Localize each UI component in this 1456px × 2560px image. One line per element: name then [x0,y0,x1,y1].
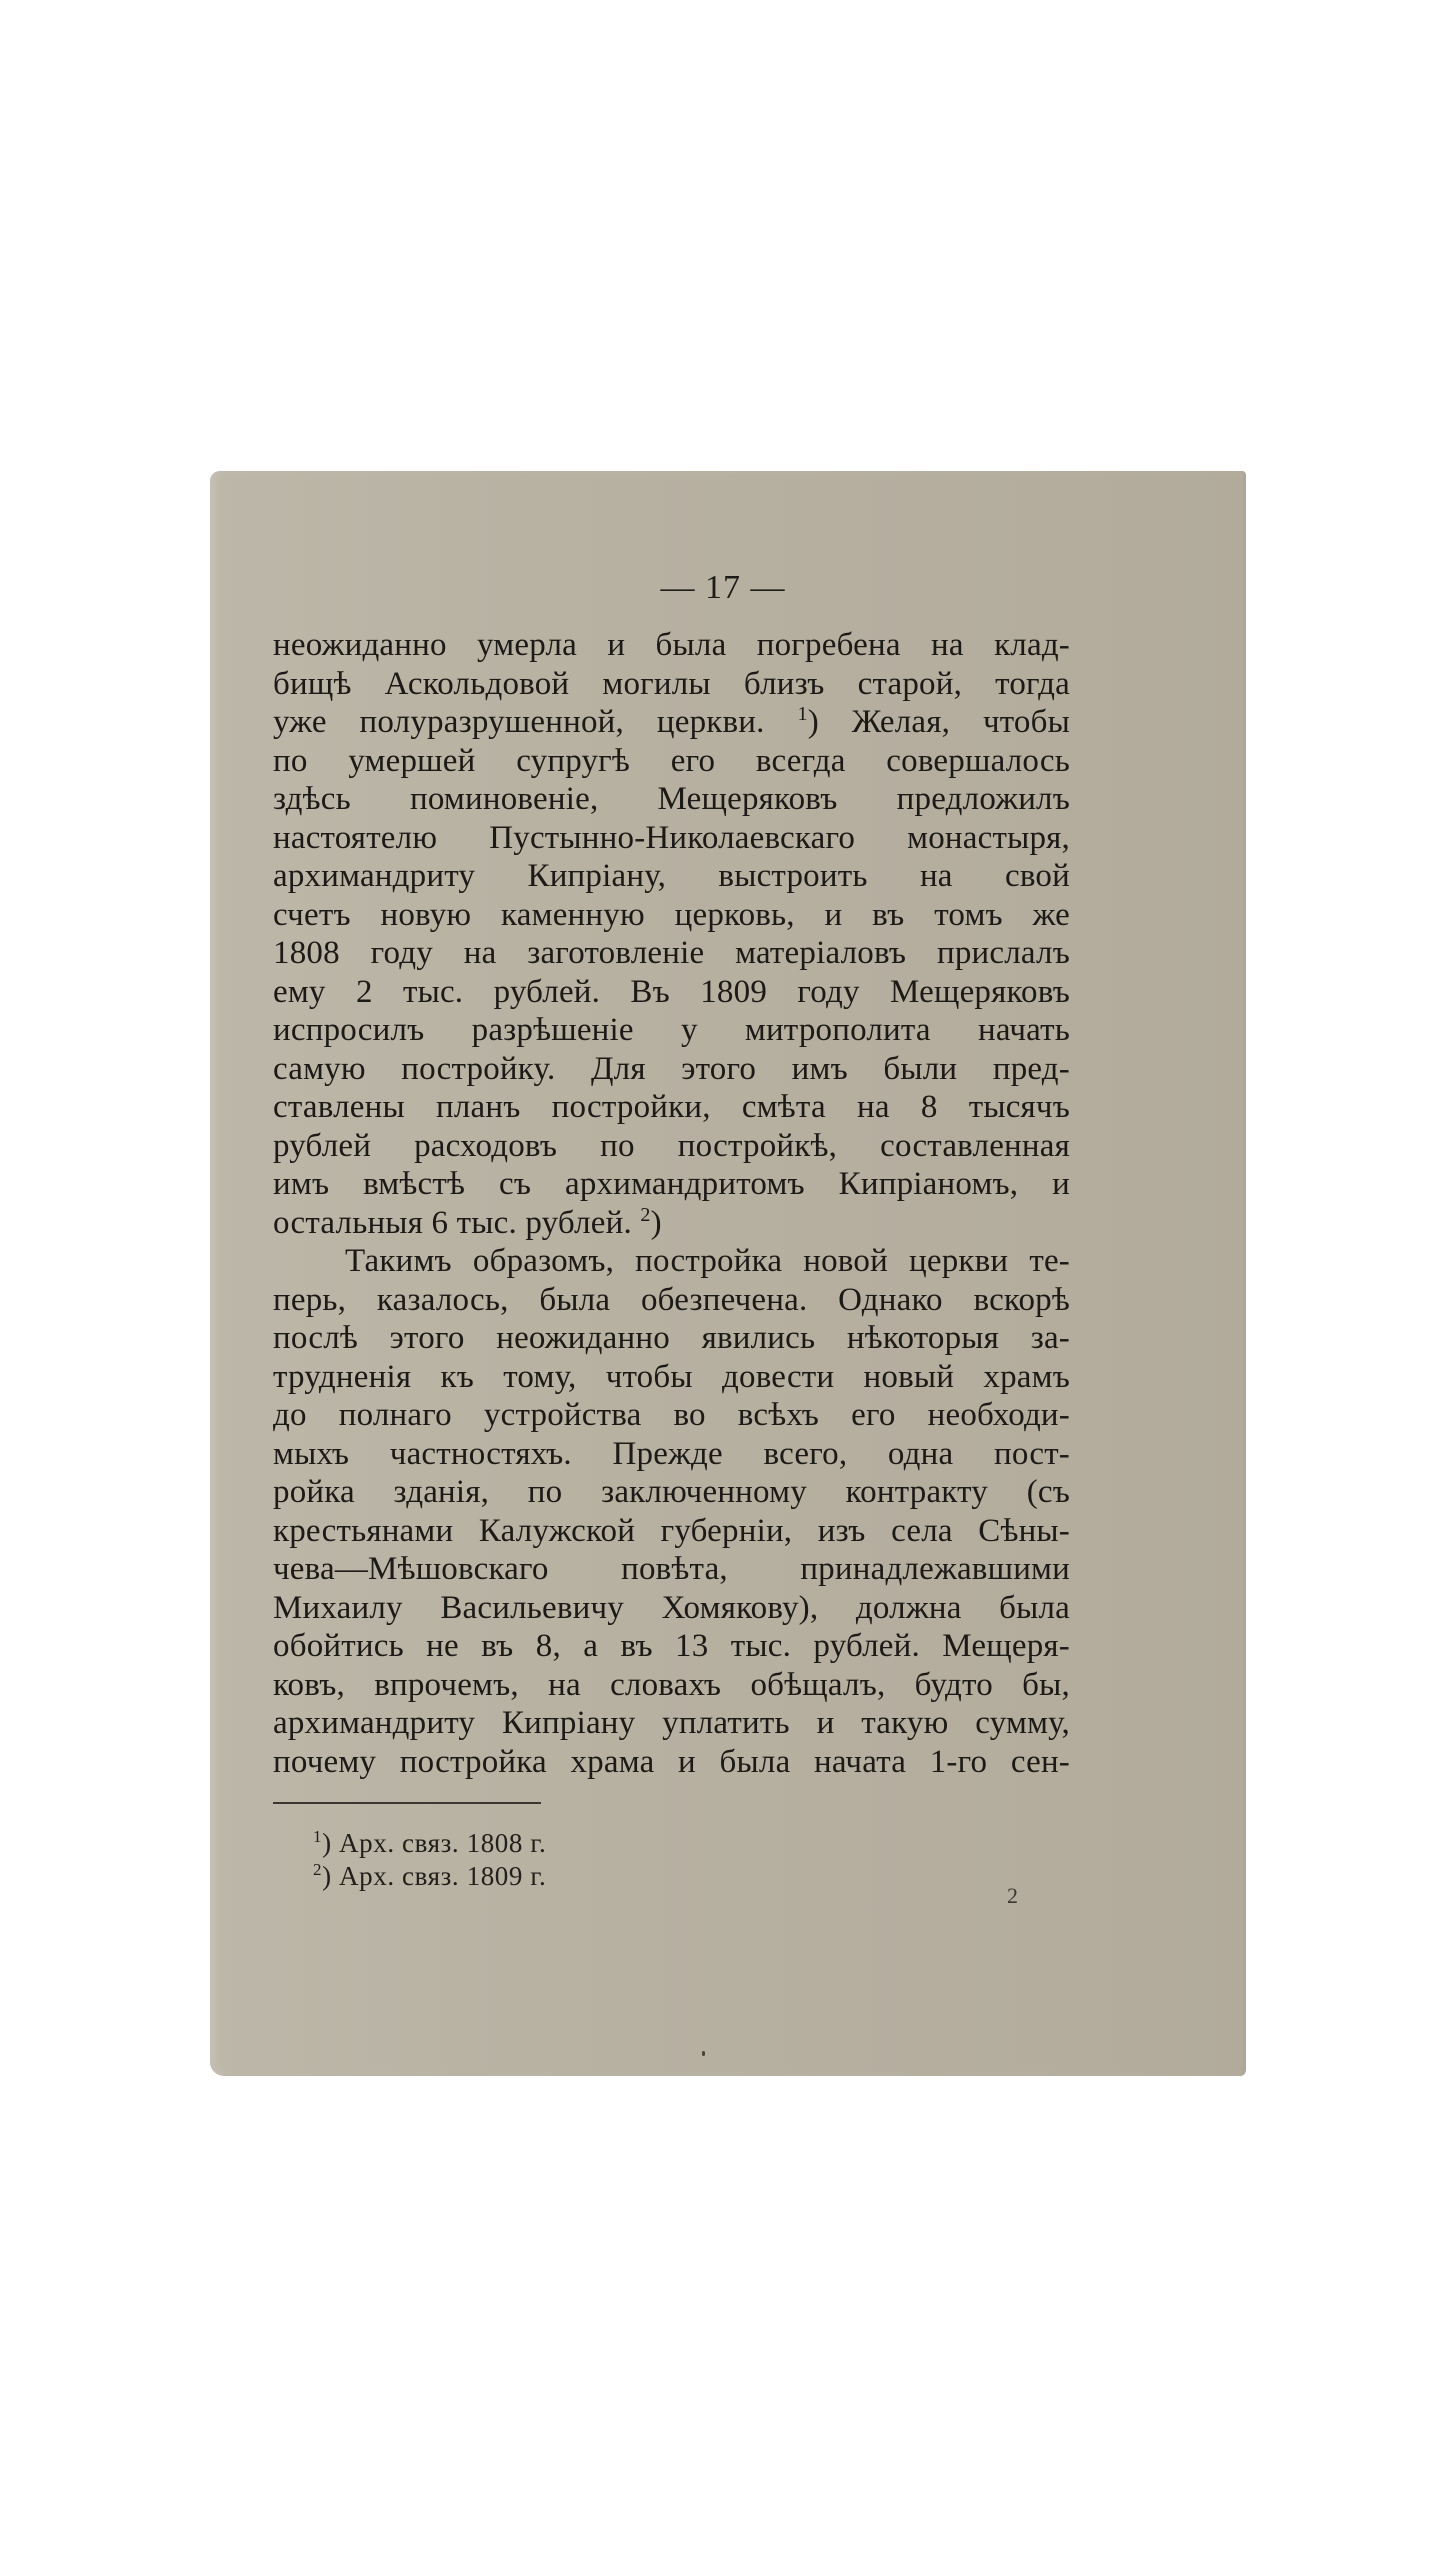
text-line: обойтись не въ 8, а въ 13 тыс. рублей. Мещеря- [273,1628,1070,1664]
footnote-2 [313,1860,546,1893]
text-line: трудненія къ тому, чтобы довести новый храмъ [273,1358,1070,1395]
text-line: самую постройку. Для этого имъ были пред- [273,1050,1070,1087]
text-line: архимандриту Кипріану, выстроить на свой [273,858,1070,894]
text-segment: Желая, чтобы [818,704,1070,740]
page-number-header: — 17 — [660,569,786,606]
footnote-marker: 2 [313,1860,323,1879]
footnote-1 [313,1827,546,1860]
text-line: бищѣ Аскольдовой могилы близъ старой, тогда [273,665,1070,702]
text-segment: уже полуразрушенной, церкви. [273,704,765,740]
text-line: 1808 году на заготовленіе матеріаловъ прислалъ [273,935,1070,971]
text-line: настоятелю Пустынно-Николаевскаго монастыря, [273,819,1070,856]
text-line: здѣсь поминовеніе, Мещеряковъ предложилъ [273,781,1070,817]
text-line: архимандриту Кипріану уплатить и такую сумму, [273,1705,1070,1741]
text-line: испросилъ разрѣшеніе у митрополита начать [273,1012,1070,1048]
text-line: по умершей супругѣ его всегда совершалось [273,742,1070,779]
text-line: ставлены планъ постройки, смѣта на 8 тысячъ [273,1089,1070,1125]
text-line: ему 2 тыс. рублей. Въ 1809 году Мещеряковъ [273,973,1070,1010]
signature-mark: 2 [1007,1883,1018,1908]
footnote-divider [273,1802,541,1804]
text-line: до полнаго устройства во всѣхъ его необходи- [273,1397,1070,1433]
text-line: послѣ этого неожиданно явились нѣкоторыя за- [273,1320,1070,1356]
text-line [273,1204,1070,1243]
footnote-marker: 2 [640,1203,651,1226]
text-segment: остальныя 6 тыс. рублей. [273,1204,632,1241]
text-line [273,703,1070,742]
footnote-marker: 1 [313,1827,323,1846]
text-line: Михаилу Васильевичу Хомякову), должна была [273,1589,1070,1626]
text-line: перь, казалось, была обезпечена. Однако вскорѣ [273,1281,1070,1318]
paper-speck [702,2051,705,2056]
book-page [210,471,1246,2076]
text-line: ройка зданія, по заключенному контракту (съ [273,1474,1070,1510]
text-line: рублей расходовъ по постройкѣ, составленная [273,1127,1070,1164]
body-text [273,626,1070,1781]
footnote-marker: 1 [797,703,808,725]
footnote-paren: ) [650,1204,662,1241]
text-line: неожиданно умерла и была погребена на клад- [273,627,1070,663]
footnote-paren: ) [807,704,819,740]
text-line: чева—Мѣшовскаго повѣта, принадлежавшими [273,1551,1070,1587]
text-line: крестьянами Калужской губерніи, изъ села Сѣны- [273,1512,1070,1549]
footnote-text: ) Арх. связ. 1808 г. [322,1828,547,1858]
text-line: мыхъ частностяхъ. Прежде всего, одна пост- [273,1435,1070,1472]
text-line: почему постройка храма и была начата 1-го сен- [273,1743,1070,1780]
footnote-text: ) Арх. связ. 1809 г. [322,1861,547,1891]
text-line: имъ вмѣстѣ съ архимандритомъ Кипріаномъ, и [273,1166,1070,1202]
text-line: ковъ, впрочемъ, на словахъ обѣщалъ, будто бы, [273,1666,1070,1703]
paragraph-start-line: Такимъ образомъ, постройка новой церкви те- [345,1243,1070,1279]
text-line: счетъ новую каменную церковь, и въ томъ же [273,896,1070,933]
footnotes [313,1827,546,1893]
